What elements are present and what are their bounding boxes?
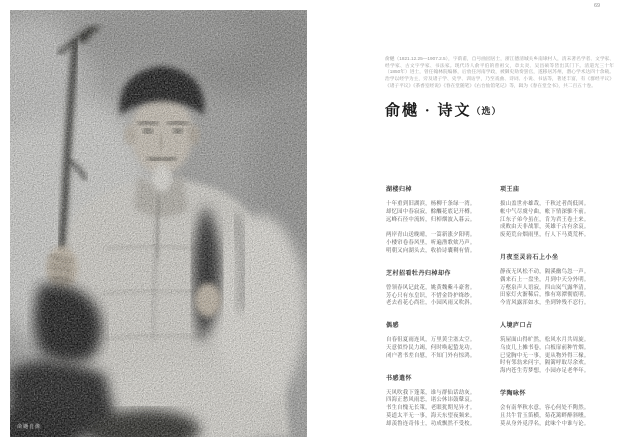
poem [386, 373, 498, 429]
poem-title: 偶感 [386, 323, 400, 330]
poem-column-right [500, 184, 616, 440]
poem-stanza [386, 285, 498, 308]
poem-line: 书生自愧无长策，老眼犹期见异才。 [386, 405, 476, 412]
portrait-photo-illustration [10, 10, 307, 437]
poem [500, 252, 616, 308]
poem-line: 拔山盖世亦雄哉，千秋过者尚低回。 [500, 201, 590, 207]
poem-stanza [386, 201, 498, 224]
photo-caption: 俞樾肖像 [17, 424, 42, 430]
poem-line: 十年重到旧湖滨，杨柳千条绿一湾。 [386, 201, 476, 207]
poem-line: 明朝又向湖头去，收拾诗囊剩有情。 [386, 247, 476, 254]
poem-line: 静夜无风松不动，隔溪幽鸟忽一声。 [500, 268, 590, 275]
poem-line: 老去看花心尚壮，小园风雨又吹斜。 [386, 300, 476, 307]
poem-line: 乌皮几上摊书卷，白板扉前种竹烟。 [500, 344, 590, 351]
poem-line: 四海正愁风雨恶，诸公休讳鼓鼙哀。 [386, 397, 476, 404]
poem-title: 学陶咏怀 [500, 390, 527, 397]
poem-title: 书感遣怀 [386, 375, 413, 382]
poem-line: 江东子弟今虽在，肯为君王卷土来。 [500, 216, 590, 223]
poem-line: 两岸青山送晚晴，一篙新涨夕阳明。 [386, 232, 476, 239]
poem-stanza [386, 337, 498, 360]
poem-line: 会有南华秋水意，容心何处不陶然。 [500, 404, 590, 411]
poem-line: 莫道太平无一事，海天东望夜频来。 [386, 412, 476, 419]
poem-line: 曾领春风记此花，姚黄魏紫斗豪奢。 [386, 284, 476, 291]
poem [386, 320, 498, 360]
poem-line: 万壑泉声人语寂，四山岚气露华清。 [500, 284, 590, 291]
poem-line: 帐中气尽虞兮曲，帐下情深骓不前。 [500, 208, 590, 215]
poem-line: 废苑荒台烟雨里，行人下马奠荒杯。 [500, 232, 590, 239]
poem-title: 湖楼归棹 [386, 187, 413, 193]
poem-title: 芝村招看牡丹归棹却作 [386, 270, 452, 277]
poem-stanza [500, 337, 616, 376]
poem-line: 偶来石上一盘坐，月到中天分外明。 [500, 276, 590, 283]
poem-stanza [500, 201, 616, 240]
page-number: 69 [594, 3, 601, 9]
poem-line: 田家灯火渐稀后，惟有寒潭彻底明。 [500, 292, 590, 299]
poem-line: 天风吹我下蓬莱，谁与群仙话劫灰。 [386, 389, 476, 396]
poem-column-left [386, 184, 498, 441]
poem-line: 却羡鲁连奇伟士，功成飘然不受枚。 [386, 420, 476, 427]
poem [500, 388, 616, 428]
poem-title: 月夜至灵岩石上小坐 [500, 254, 559, 261]
poem [386, 268, 498, 308]
poem-line: 芳心只有东皇识，不惜金铃护绛纱。 [386, 292, 476, 299]
poem-stanza [386, 232, 498, 255]
author-biography: 俞樾（1821.12.25—1907.2.5），字荫甫，自号曲园居士，浙江德清城关乡南埭村人，清末著名学者、文学家、经学家、古文字学家、书法家。现代诗人俞平伯的曾祖父，章太炎、吴昌硕等皆出其门下。清道光三十年（1850年）进士，曾任翰林院编修，后放任河南学政，被御史劾奏罢官，遂移居苏州，潜心学术达四十余载。治学以经学为主，旁及诸子学、史学、训诂学，乃至戏曲、诗词、小说、书法等，著述丰富，有《群经平议》《诸子平议》《茶香室经说》《春在堂随笔》《右台仙馆笔记》等，辑为《春在堂全书》，共二百五十卷。 [385, 56, 614, 88]
poem-line: 今宵风露浑如水，坐到钟残不忍行。 [500, 300, 590, 307]
poem-line: 闭户著书差自慰，不知门外有惊鸿。 [386, 352, 476, 359]
poem-line: 远峰石径中流转，归棹烟波入暮云。 [386, 216, 476, 223]
poem-title: 项王庙 [500, 187, 520, 193]
poem-line: 海内苍生劳梦想，小园亦足老华年。 [500, 368, 590, 375]
poem-stanza [500, 269, 616, 308]
poem-line: 成败由天非战罪，英雄千古有余哀。 [500, 224, 590, 231]
poem [500, 320, 616, 376]
poem-line: 莫从身外觅浮名，此味个中谁与论。 [500, 420, 590, 427]
poem-line: 筑屋面山得旷然，松风水月共周旋。 [500, 336, 590, 343]
page-title [385, 99, 502, 120]
poem-line: 天意似怜民力竭，何时唤起蛰龙功。 [386, 344, 476, 351]
poem-line: 且共牛背玉笛横，菊花篱畔醉斜曛。 [500, 412, 590, 419]
poem-line: 时有邻翁来问字，隔篱呼取尽余欢。 [500, 360, 590, 367]
portrait-photo [10, 10, 307, 437]
poem-stanza [386, 390, 498, 429]
poem-line: 小楼帘卷春风里，听遍渔歌欸乃声。 [386, 240, 476, 247]
poem-title: 人境庐口占 [500, 322, 533, 329]
poem-line: 已觉胸中无一事，更从物外得三椽。 [500, 352, 590, 359]
poem [386, 184, 498, 256]
poem-line: 自春徂夏雨连风，万里黄尘塞太空。 [386, 337, 476, 344]
poem-line: 却忆园中春寂寂，酴醾花底记开樽。 [386, 208, 476, 215]
page-title-main: 俞樾 · 诗文 [385, 103, 472, 119]
page-title-suffix: （选） [471, 106, 502, 116]
poem-stanza [500, 405, 616, 428]
poem [500, 184, 616, 240]
